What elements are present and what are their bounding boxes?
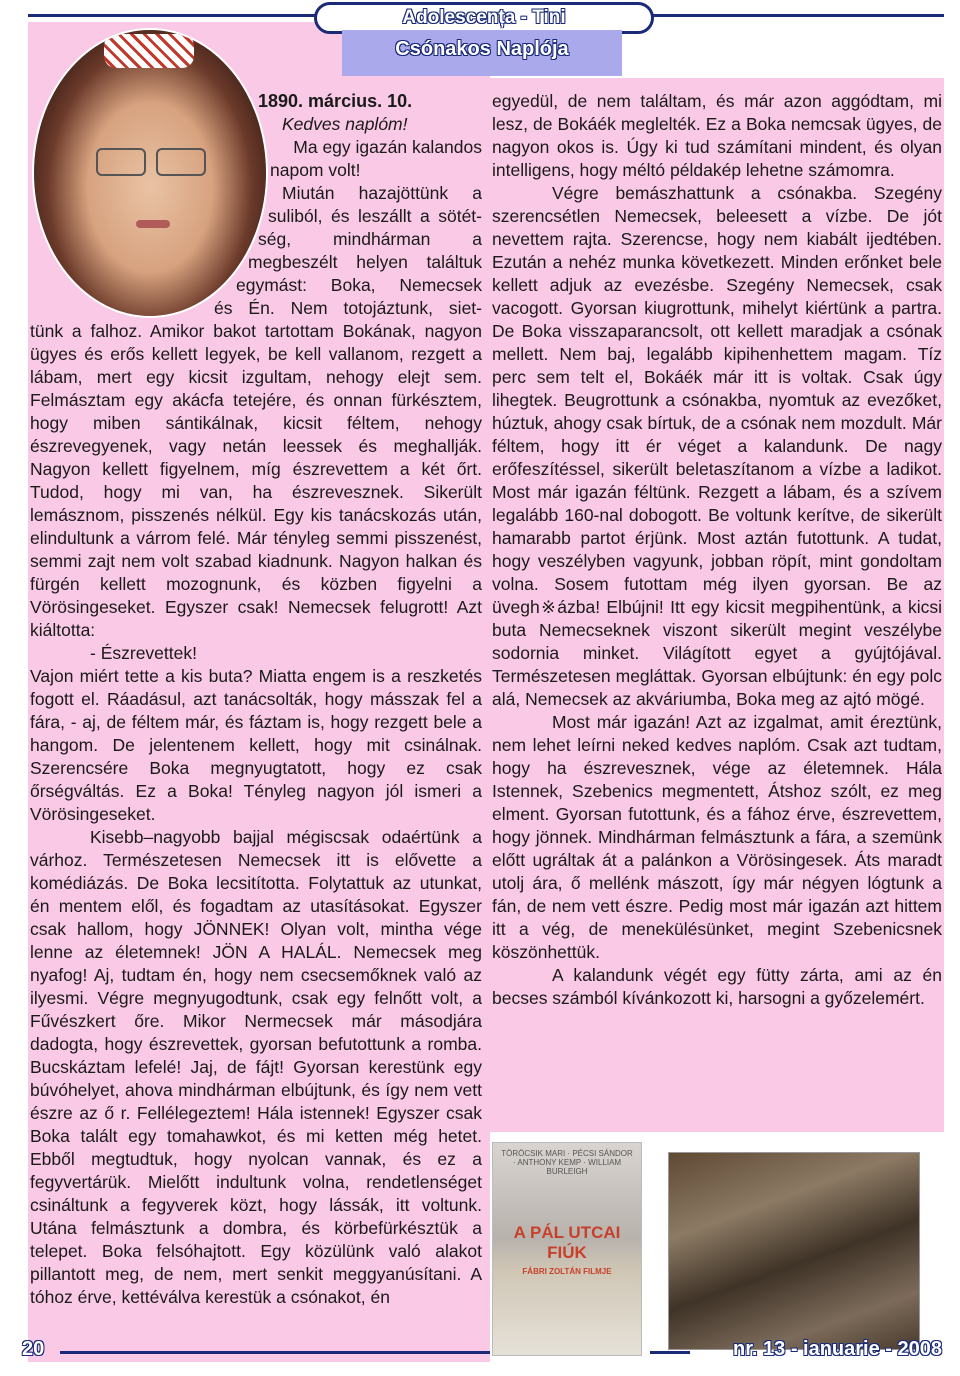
paragraph: Vajon miért tette a kis buta? Miatta engem is a reszketés fogott el. Ráadásul, azt tanácsolták, hogy másszak fel a fára, - aj, de féltem már, és fáztam is, hogy rezgett bele a hangom. De jelentenem kellett, hogy mit csinálnak. Szerencsére Boka megnyugtatott, hogy ez csak őrségváltás. Ez a Boka! Tényleg nagyon jól ismeri a Vörösingeseket. [30,666,482,824]
paragraph: egyedül, de nem találtam, és már azon aggódtam, mi lesz, de Bokáék meglelték. Ez a Boka nemcsak ügyes, de nagyon okos is. Úgy ki tud számítani mindent, és olyan intelligens, hogy méltó példakép lehetne számomra. [492,91,942,180]
paragraph: Végre bemászhattunk a csónakba. Szegény szerencsétlen Nemecsek, beleesett a vízbe. De jót nevettem rajta. Szerencse, hogy nem kiabált ijedtében. Ezután a nehéz munka következett. Minden erőnket bele kellett adjuk az evezésbe. Szegény Nemecsek, csak vacogott. Gyorsan kiugrottunk, mihelyt kiértünk a partra. De Boka visszaparancsolt, ott kellett maradjak a csónak mellett. Nem baj, legalább kipihenhettem magam. Tíz perc sem telt el, Bokáék már itt is voltak. Csak úgy lihegtek. Beugrottunk a csónakba, nyomtuk az evezőket, húztuk, ahogy csak bírtuk, de a csónak nem mozdult. Már féltem, hogy itt ér véget a kalandunk. De nagy erőfeszítéssel, sikerült beletaszítanom a vízbe a ladikot. Most már igazán féltünk. Rezgett a lábam, és a szívem legalább 160-nal dobogott. Be voltunk kerítve, de sikerült hamarabb partot érjünk. Most aztán futottunk. A tudat, hogy veszélyben vagyunk, jobban röpít, mint gondoltam volna. Sosem futottam még ilyen gyorsan. Be az üvegh※ázba! Elbújni! Itt egy kicsit megpihentünk, a kicsi buta Nemecseknek viszont sikerült megint veszélybe sodornia minket. Világított egyet a gyújtójával. Természetesen megláttak. Gyorsan elbújtunk: én egy polc alá, Nemecsek az akváriumba, Boka meg az ajtó mögé. [492,183,942,709]
issue-label: nr. 13 - ianuarie - 2008 [733,1338,942,1360]
film-still-photo [668,1152,920,1350]
page-title: Csónakos Naplója [342,30,622,76]
section-header: Adolescența - Tini [314,2,654,34]
text-line: ség, mindhárman a [258,229,482,249]
poster-director: FÁBRI ZOLTÁN FILMJE [522,1267,612,1276]
paragraph: - Észrevettek! [90,643,197,663]
right-column [492,90,942,1010]
text-line: Ma egy igazán kalandos [293,137,482,157]
paragraph: Most már igazán! Azt az izgalmat, amit éreztünk, nem lehet leírni neked kedves naplóm. Csak azt tudtam, hogy ha észrevesznek, vége az életemnek. Hála Istennek, Szebenics megmentett, Átshoz szólt, ez meg elment. Gyorsan futottunk, és a fához érve, észrevettem, hogy jönnek. Mindhárman felmásztunk a fára, a szemünk előtt ugráltak át a palánkon a Vörösingesek. Áts maradt utolj ára, ő mellénk mászott, így már négyen lógtunk a fán, de nem vett észre. Pedig most már igazán azt hittem itt a vég, de menekülésünket, megint Szebenicsnek köszönhettük. [492,712,942,962]
text-line: napom volt! [270,160,361,180]
poster-credits: TÖRÖCSIK MARI · PÉCSI SÁNDOR · ANTHONY KEMP · WILLIAM BURLEIGH [501,1149,633,1176]
movie-poster [492,1142,642,1356]
paragraph: Kisebb–nagyobb bajjal mégiscsak odaértünk a várhoz. Természetesen Nemecsek itt is elővette a komédiázás. De Boka lecsitította. Folytattuk az utunkat, én mentem elől, és fogadtam az utasításokat. Egyszer csak hallom, hogy JÖNNEK! Olyan volt, mintha vége lenne az életemnek! JÖN A HALÁL. Nemecsek meg nyafog! Aj, tudtam én, hogy nem csecsemőknek való az ilyesmi. Végre megnyugodtunk, csak egy felnőtt volt, a Fűvészkert őre. Mikor Nermecsek már másodjára dadogta, hogy észrevettek, gyorsan befutottunk a romba. Bucskáztam lefelé! Jaj, de fájt! Gyorsan kerestünk egy búvóhelyet, ahova mindhárman elbújtunk, és így nem vett észre az ő r. Fellélegeztem! Hála istennek! Egyszer csak Boka talált egy tomahawkot, és mi ketten még hetet. Ebből megtudtuk, hogy nyolcan vannak, és ez a fegyvertárük. Mielőtt indultunk volna, rendetlenséget csináltunk a fegyverek közt, hogy lássák, itt voltunk. Utána felmásztunk a dombra, és körbefürkésztük a telepet. Boka felsóhajtott. Egy közülünk való alakot pillantott meg, de nem, mert senkit meggyanúsítani. A tóhoz érve, kettéválva kerestük a csónakot, én [30,827,482,1307]
poster-title: A PÁL UTCAI FIÚK [513,1223,621,1262]
text-line: Miután hazajöttünk a [282,183,482,203]
hair-bow [104,34,194,68]
footer-rule [60,1351,490,1354]
left-column [30,90,482,1309]
paragraph: tünk a falhoz. Amikor bakot tartottam Bokának, nagyon ügyes és erős kellett legyek, be kell vallanom, rezgett a lábam, mert egy kicsit izgultam, nehogy elejt sem. Felmásztam egy akácfa tetejére, és onnan fürkésztem, hogy miben sántikálnak, kicsit féltem, nehogy észrevegyenek, vagy netán leessek és meghallják. Nagyon kellett figyelnem, míg észrevettem a két őrt. Tudod, hogy mi van, ha észrevesznek. Sikerült lemásznom, pisszenés nélkül. Egy kis tanácskozás után, elindultunk a várrom felé. Már tényleg semmi pisszenést, semmi zajt nem volt szabad kiadnunk. Nagyon halkan és fürgén kellett mozognunk, és közben figyelni a Vörösingeseket. Egyszer csak! Nemecsek felugrott! Azt kiáltotta: [30,321,482,640]
text-line: suliból, és leszállt a sötét- [268,206,482,226]
paragraph: A kalandunk végét egy fütty zárta, ami az én becses számból kívánkozott ki, harsogni a győzelemért. [492,965,942,1008]
text-line: megbeszélt helyen találtuk [248,252,482,272]
diary-date: 1890. március. 10. [258,91,413,111]
diary-greeting: Kedves naplóm! [282,114,408,134]
text-line: egymást: Boka, Nemecsek [236,275,482,295]
page-number: 20 [22,1338,45,1360]
footer-rule [650,1351,690,1354]
text-line: és Én. Nem totojáztunk, siet- [214,298,482,318]
